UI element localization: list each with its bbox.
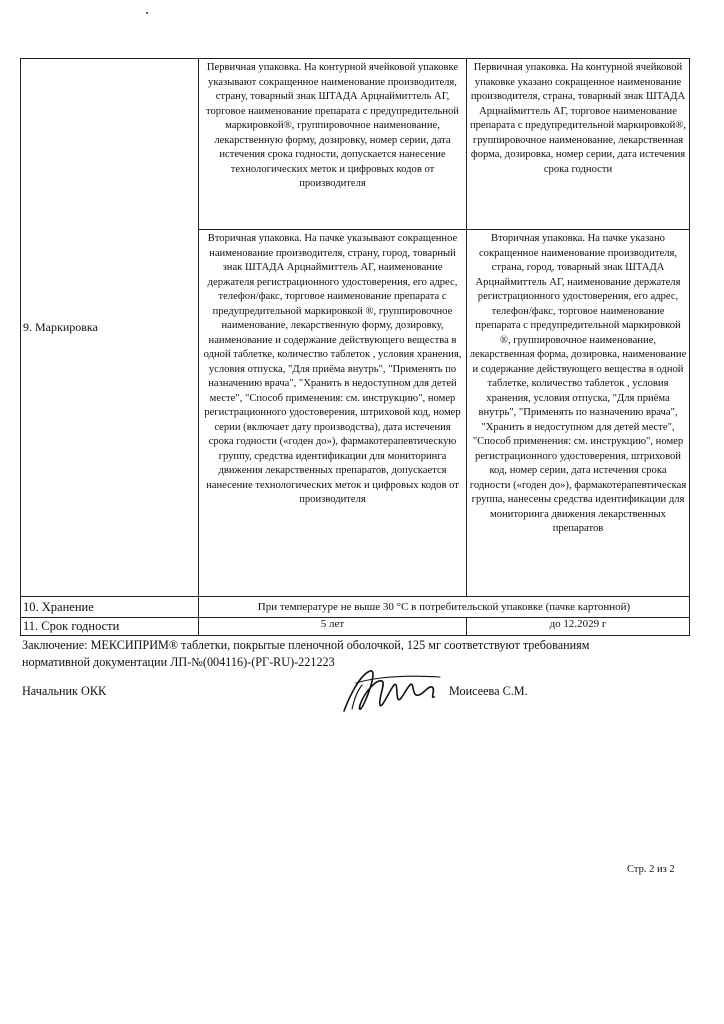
shelf-life-requirement: 5 лет <box>199 618 467 636</box>
secondary-pack-requirement-text: Вторичная упаковка. На пачке указывают сокращенное наименование производителя, страну, город, товарный знак ШТАДА Арцнаймиттель АГ, наименование держателя регистрационного удостоверения, его адрес, телефон/факс, торговое наименование препарата с предупредительной маркировкой ®, группировочное наименование, лекарственную форму, дозировку, наименование и содержание действующего вещества в одной таблетке, количество таблеток , условия хранения, условия отпуска, "Для приёма внутрь", "Применять по назначению врача", "Хранить в недоступном для детей месте", "Способ применения: см. инструкцию", номер регистрационного удостоверения, штриховой код, номер серии (включает дату производства), дата истечения срока годности («годен до»), фармакотерапевтическую группу, средства идентификации для мониторинга движения лекарственных препаратов, допускается нанесение технологических меток и цифровых кодов от производителя <box>203 233 462 505</box>
table-row <box>21 59 690 230</box>
speck-mark <box>146 12 148 14</box>
row-name-storage: 10. Хранение <box>21 597 199 618</box>
signer-name: Моисеева С.М. <box>449 684 528 698</box>
secondary-pack-result-text: Вторичная упаковка. На пачке указано сокращенное наименование производителя, страна, город, товарный знак ШТАДА Арцнаймиттель АГ, наименование держателя регистрационного удостоверения, его адрес, телефон/факс, торговое наименование препарата с предупредительной маркировкой ®, группировочное наименование, лекарственная форма, дозировка, наименование и содержание действующего вещества в одной таблетке, количество таблеток , условия хранения, условия отпуска, "Для приёма внутрь", "Применять по назначению врача", "Хранить в недоступном для детей месте", "Способ применения: см. инструкцию", номер регистрационного удостоверения, штриховой код, номер серии, дата истечения срока годности («годен до»), фармакотерапевтическая группа, нанесены средства идентификации для мониторинга движения лекарственных препаратов <box>469 233 687 534</box>
primary-pack-result-text: Первичная упаковка. На контурной ячейковой упаковке указано сокращенное наименование производителя, страна, товарный знак ШТАДА Арцнаймиттель АГ, торговое наименование препарата с предупредительной маркировкой®, группировочное наименование, лекарственная форма, дозировка, номер серии, дата истечения срока годности <box>469 62 687 175</box>
secondary-pack-requirement <box>199 230 467 597</box>
primary-pack-result <box>467 59 690 230</box>
row-name-marking: 9. Маркировка <box>21 59 199 597</box>
secondary-pack-result <box>467 230 690 597</box>
row-name-shelf-life: 11. Срок годности <box>21 618 199 636</box>
table-row <box>21 597 690 618</box>
chief-label: Начальник ОКК <box>22 684 107 698</box>
storage-value: При температуре не выше 30 °С в потребительской упаковке (пачке картонной) <box>199 597 690 618</box>
shelf-life-result: до 12.2029 г <box>467 618 690 636</box>
primary-pack-requirement <box>199 59 467 230</box>
conclusion-line-1: Заключение: МЕКСИПРИМ® таблетки, покрытые пленочной оболочкой, 125 мг соответствуют требованиям <box>22 638 590 652</box>
primary-pack-requirement-text: Первичная упаковка. На контурной ячейковой упаковке указывают сокращенное наименование производителя, страну, товарный знак ШТАДА Арцнаймиттель АГ, торговое наименование препарата с предупредительной маркировкой®, группировочное наименование, лекарственную форму, дозировку, номер серии, дата истечения срока годности, допускается нанесение технологических меток и цифровых кодов от производителя <box>206 62 459 189</box>
handwritten-signature <box>336 665 446 717</box>
specification-table <box>20 58 690 636</box>
table-row <box>21 618 690 636</box>
conclusion-line-2: нормативной документации ЛП-№(004116)-(РГ-RU)-221223 <box>22 655 335 669</box>
page-number: Стр. 2 из 2 <box>627 864 675 875</box>
